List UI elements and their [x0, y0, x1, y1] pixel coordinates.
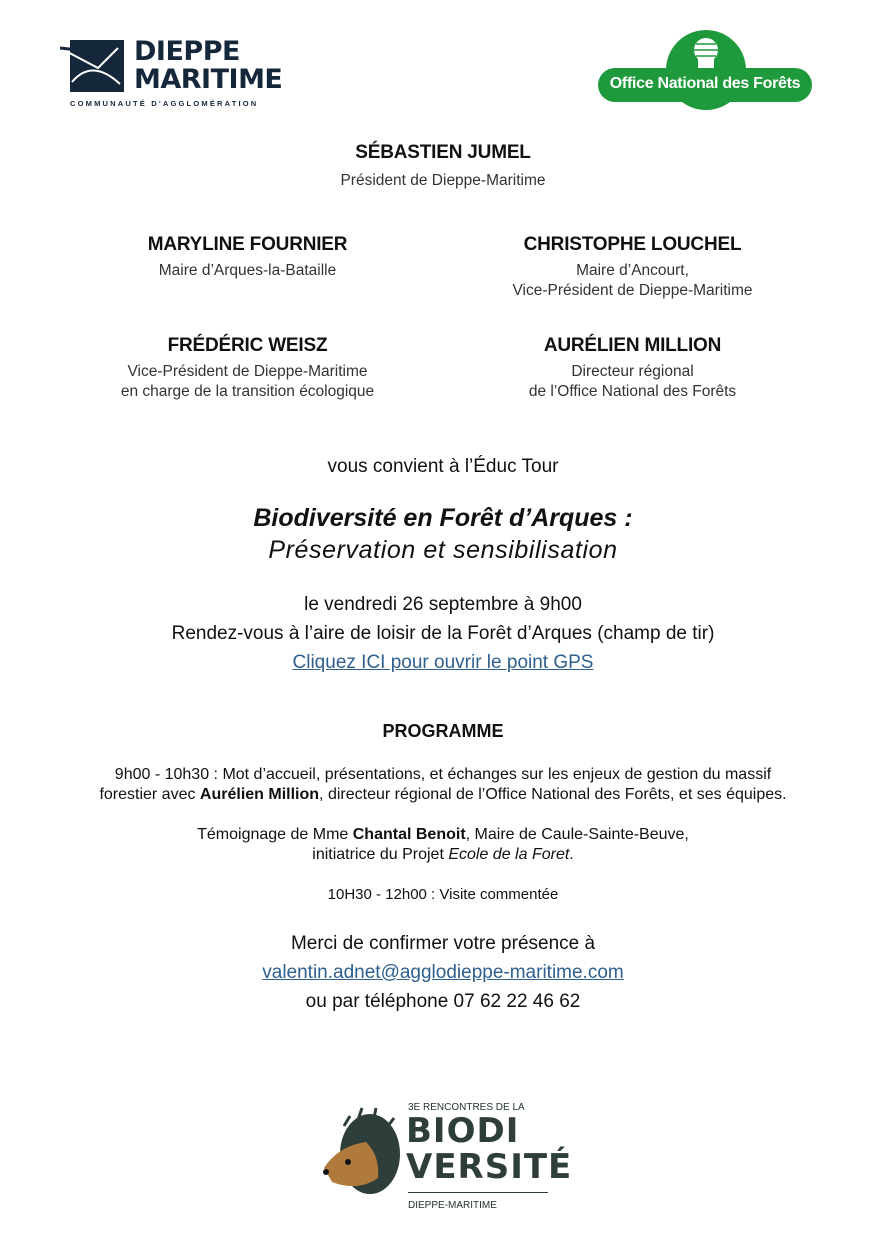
host-main-role: Président de Dieppe-Maritime — [340, 172, 546, 189]
programme-item2-person: Chantal Benoit — [352, 826, 466, 843]
event-place: Rendez-vous à l’aire de loisir de la Forêt d’Arques (champ de tir) — [171, 623, 715, 644]
onf-emblem-icon — [598, 30, 812, 112]
host-main-name: SÉBASTIEN JUMEL — [355, 142, 531, 163]
programme-heading: PROGRAMME — [382, 721, 504, 741]
programme-item2-line2 — [0, 844, 886, 865]
event-subtitle: Préservation et sensibilisation — [268, 536, 618, 564]
host-louchel-role2: Vice-Président de Dieppe-Maritime — [512, 282, 753, 299]
programme-item2b-pre: initiatrice du Projet — [312, 846, 449, 863]
hedgehog-icon — [318, 1106, 402, 1198]
biodiversite-line1: BIODI — [406, 1111, 520, 1151]
biodiversite-divider — [408, 1192, 548, 1193]
programme-item1-line2 — [0, 784, 886, 805]
host-million-role1: Directeur régional — [571, 363, 694, 380]
onf-logo — [598, 30, 812, 112]
rsvp-email-row — [0, 962, 886, 984]
host-million-name: AURÉLIEN MILLION — [543, 335, 722, 356]
gps-link[interactable]: Cliquez ICI pour ouvrir le point GPS — [292, 652, 594, 673]
maritime-word: MARITIME — [134, 64, 283, 95]
onf-text: Office National des Forêts — [609, 75, 801, 92]
invite-intro: vous convient à l’Éduc Tour — [327, 456, 559, 477]
dieppe-maritime-logo — [58, 36, 288, 112]
host-weisz-name: FRÉDÉRIC WEISZ — [167, 335, 328, 356]
biodiversite-kicker: 3E RENCONTRES DE LA — [408, 1102, 525, 1113]
biodiversite-footer: DIEPPE-MARITIME — [408, 1200, 497, 1211]
event-date: le vendredi 26 septembre à 9h00 — [304, 594, 582, 615]
programme-item3: 10H30 - 12h00 : Visite commentée — [327, 886, 559, 903]
dieppe-tagline: COMMUNAUTÉ D'AGGLOMÉRATION — [70, 99, 259, 108]
event-title: Biodiversité en Forêt d’Arques : — [253, 504, 633, 532]
host-fournier-name: MARYLINE FOURNIER — [147, 234, 348, 255]
programme-item2-post: , Maire de Caule-Sainte-Beuve, — [465, 826, 689, 843]
host-million-role2: de l’Office National des Forêts — [528, 383, 737, 400]
rsvp-phone: ou par téléphone 07 62 22 46 62 — [305, 991, 581, 1012]
programme-item2-line1 — [0, 824, 886, 845]
gps-link-row — [0, 652, 886, 674]
dieppe-maritime-emblem-icon — [58, 38, 126, 94]
programme-item1-line1: 9h00 - 10h30 : Mot d’accueil, présentations, et échanges sur les enjeux de gestion du massif — [114, 766, 772, 783]
programme-item1-pre: forestier avec — [99, 786, 200, 803]
biodiversite-logo — [318, 1100, 573, 1220]
biodiversite-line2: VERSITÉ — [406, 1147, 573, 1187]
rsvp-email-link[interactable]: valentin.adnet@agglodieppe-maritime.com — [262, 962, 624, 983]
dieppe-word: DIEPPE — [134, 36, 240, 67]
host-weisz-role2: en charge de la transition écologique — [120, 383, 375, 400]
rsvp-line1: Merci de confirmer votre présence à — [290, 933, 596, 954]
programme-item2b-project: Ecole de la Foret — [448, 846, 570, 863]
programme-item2-pre: Témoignage de Mme — [197, 826, 353, 843]
host-louchel-role1: Maire d’Ancourt, — [576, 262, 689, 279]
host-louchel-name: CHRISTOPHE LOUCHEL — [523, 234, 742, 255]
host-weisz-role1: Vice-Président de Dieppe-Maritime — [127, 363, 368, 380]
programme-item1-post: , directeur régional de l’Office National des Forêts, et ses équipes. — [319, 786, 787, 803]
host-fournier-role: Maire d’Arques-la-Bataille — [158, 262, 337, 279]
programme-item1-person: Aurélien Million — [199, 786, 320, 803]
programme-item2b-post: . — [569, 846, 574, 863]
